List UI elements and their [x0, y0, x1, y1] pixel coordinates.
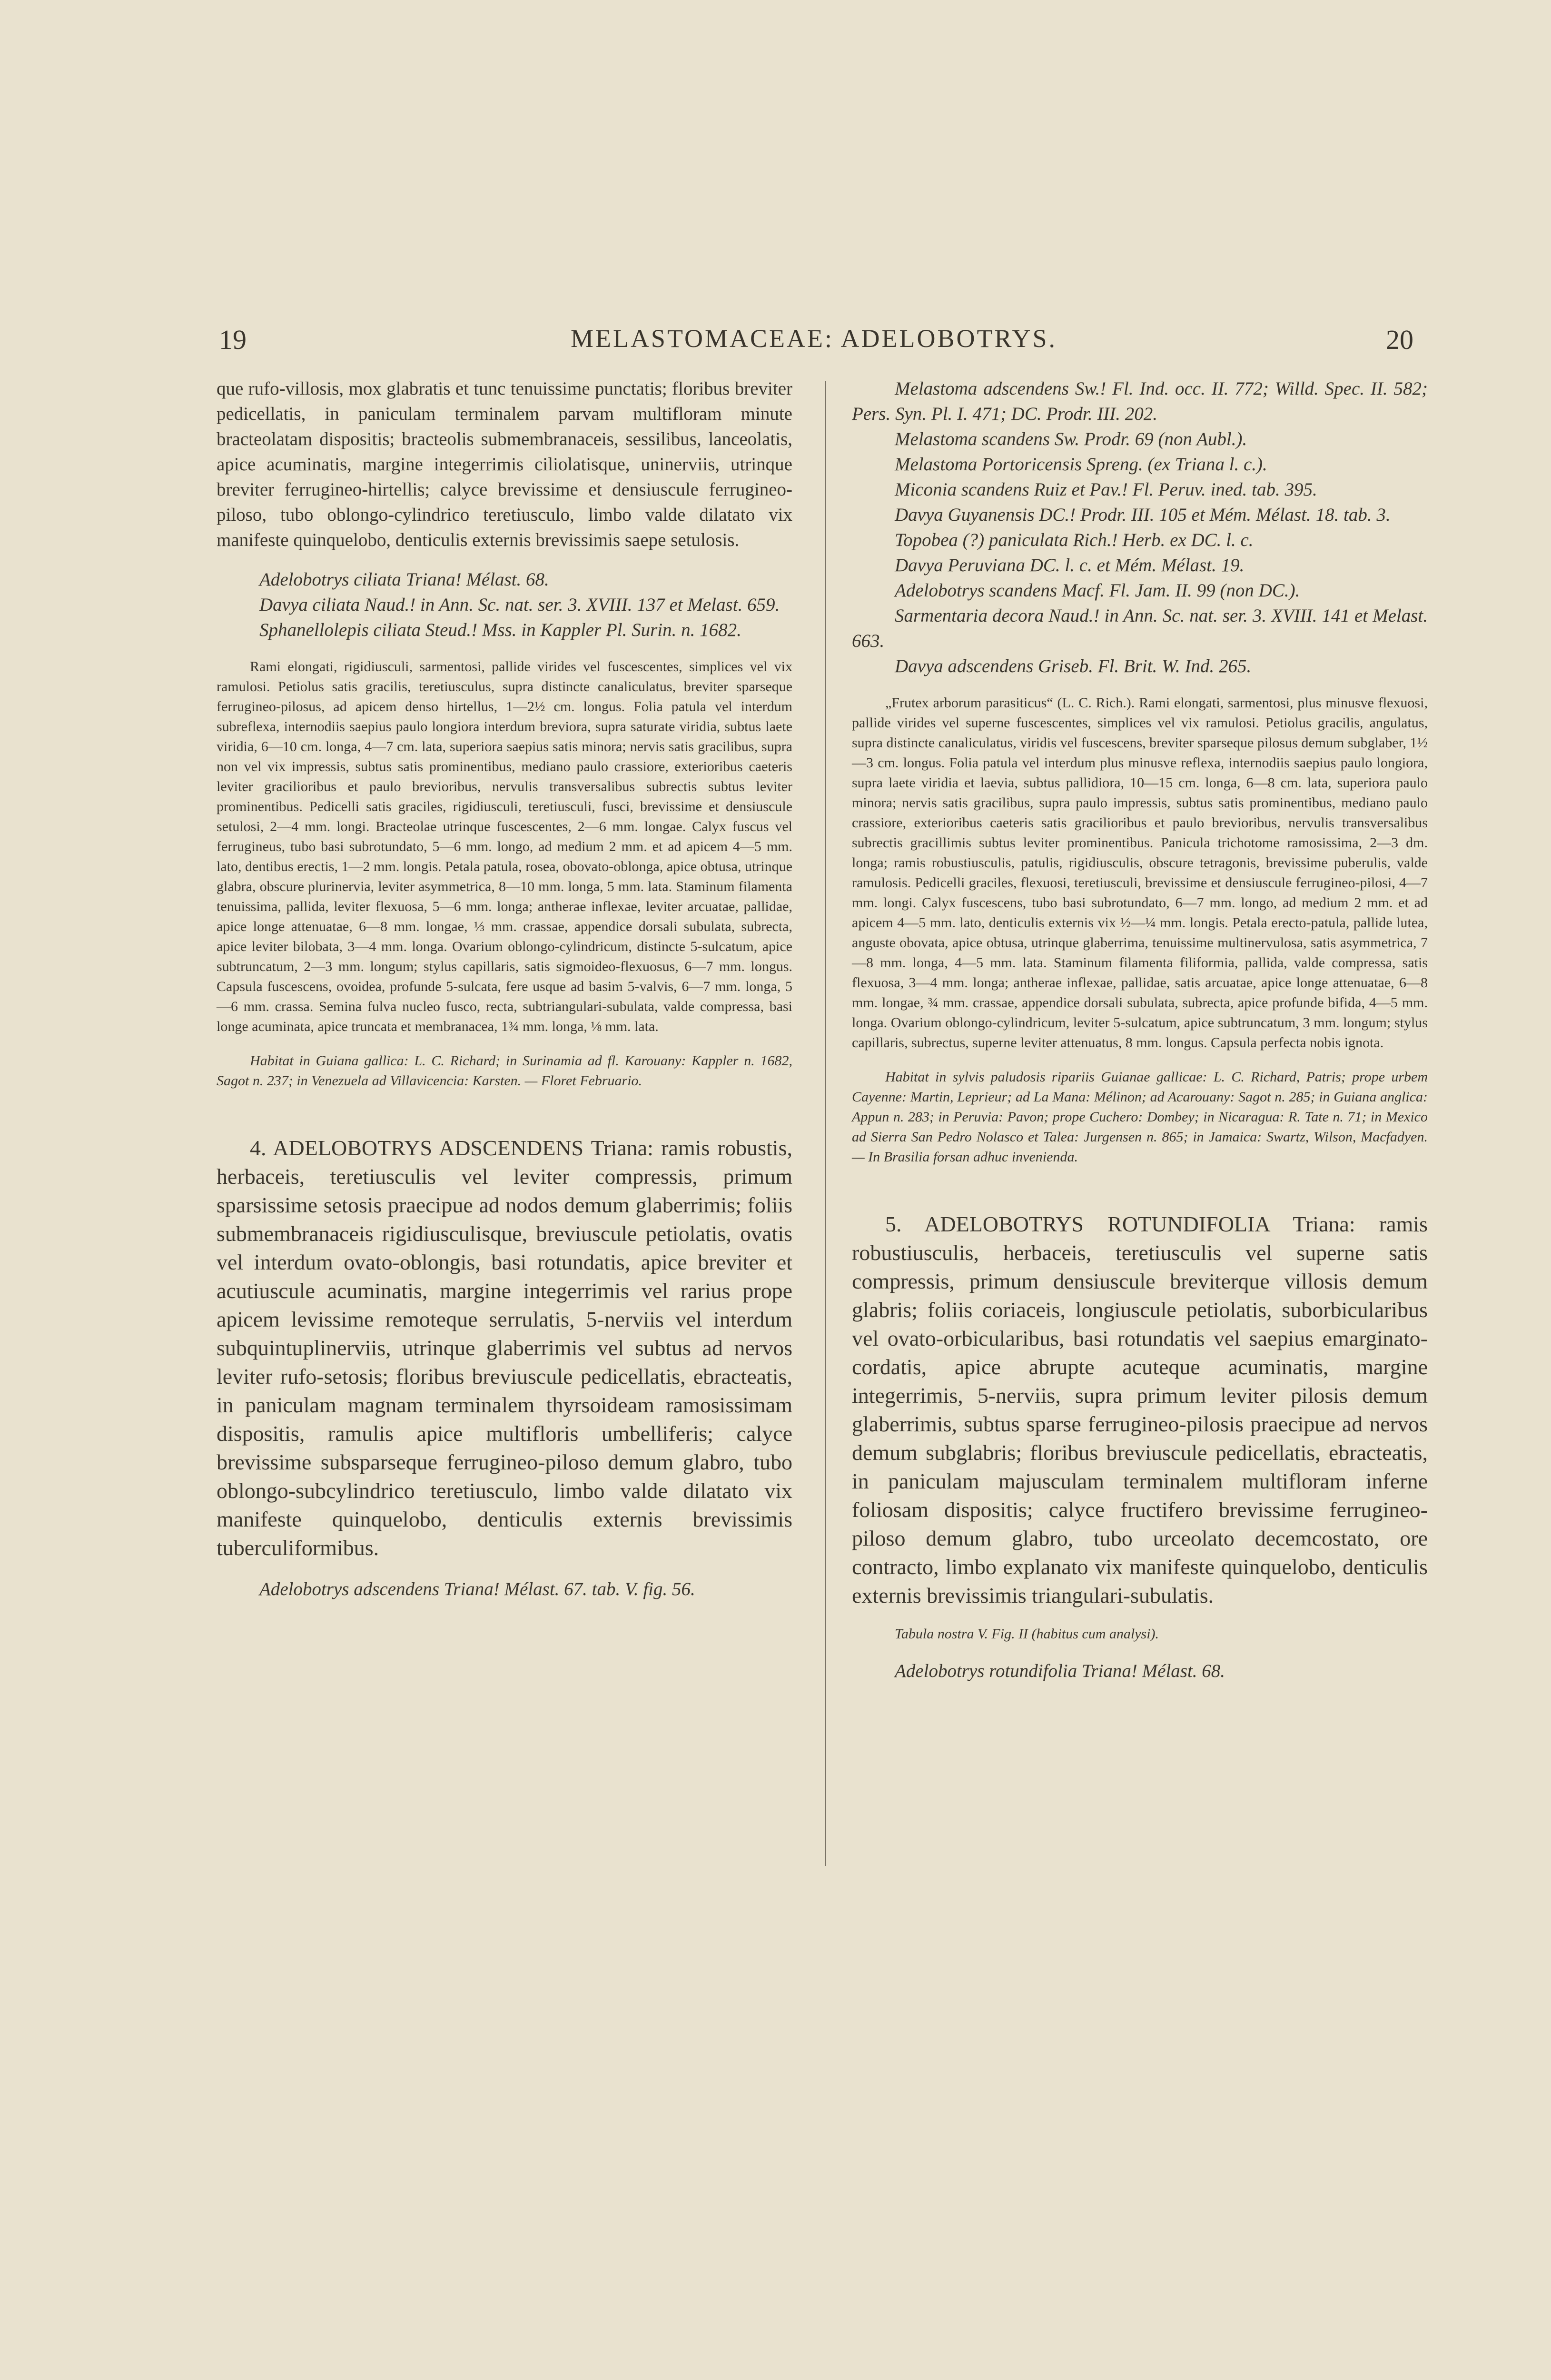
synonym: Adelobotrys ciliata Triana! Mélast. 68. [259, 569, 549, 590]
species-4-synonym: Adelobotrys adscendens Triana! Mélast. 67. tab. V. fig. 56. [259, 1579, 695, 1599]
synonym: Sarmentaria decora Naud.! in Ann. Sc. nat. ser. 3. XVIII. 141 et Melast. 663. [852, 605, 1428, 651]
synonym: Melastoma Portoricensis Spreng. (ex Triana l. c.). [895, 454, 1267, 475]
page-number-left: 19 [219, 324, 247, 355]
detailed-description: Rami elongati, rigidiusculi, sarmentosi, pallide virides vel fuscescentes, simplices vel vix ramulosi. Petiolus satis gracilis, teretiusculus, supra distincte canaliculatus, breviter sparseque ferrugineo-pilosus, ad apicem denso hirtellus, 1—2½ cm. longus. Folia patula vel interdum subreflexa, internodiis saepius paulo longiora interdum breviora, supra saturate viridia, subtus laete viridia, 6—10 cm. longa, 4—7 cm. lata, superiora saepius satis minora; nervis satis gracilibus, supra non vel vix impressis, subtus satis prominentibus, mediano paulo crassiore, exterioribus caeteris leviter gracilioribus et paulo brevioribus, nervulis transversalibus subrectis subtus leviter prominentibus. Pedicelli satis graciles, rigidiusculi, teretiusculi, fusci, brevissime et densiuscule setulosi, 2—4 mm. longi. Bracteolae utrinque fuscescentes, 2—6 mm. longae. Calyx fuscus vel ferrugineus, tubo basi subrotundato, 5—6 mm. longo, ad medium 2 mm. et ad apicem 4—5 mm. lato, dentibus erectis, 1—2 mm. longis. Petala patula, rosea, obovato-oblonga, apice obtusa, utrinque glabra, obscure plurinervia, leviter asymmetrica, 8—10 mm. longa, 5 mm. lata. Staminum filamenta tenuissima, pallida, leviter flexuosa, 5—6 mm. longa; antherae inflexae, leviter arcuatae, pallidae, apice longe attenuatae, 6—8 mm. longae, ⅓ mm. crassae, appendice dorsali subulata, subrecta, apice leviter bilobata, 3—4 mm. longa. Ovarium oblongo-cylindricum, distincte 5-sulcatum, apice subtruncatum, 2—3 mm. longum; stylus capillaris, satis sigmoideo-flexuosus, 6—7 mm. longus. Capsula fuscescens, ovoidea, profunde 5-sulcata, fere usque ad basim 5-valvis, 6—7 mm. longa, 5—6 mm. crassa. Semina fulva nucleo fusco, recta, subtriangulari-subulata, valde compressa, basi longe acuminata, apice truncata et membranacea, 1¾ mm. longa, ⅛ mm. lata. [217, 659, 792, 1034]
synonym: Davya Guyanensis DC.! Prodr. III. 105 et Mém. Mélast. 18. tab. 3. [895, 505, 1391, 525]
species-5-description: ramis robustiusculis, herbaceis, teretiusculis vel superne satis compressis, primum densiuscule breviterque villosis demum glabris; foliis coriaceis, longiuscule petiolatis, suborbicularibus vel ovato-orbicularibus, basi rotundatis vel saepius emarginato-cordatis, apice abrupte acuteque acuminatis, margine integerrimis, 5-nerviis, supra primum leviter pilosis demum glaberrimis, subtus sparse ferrugineo-pilosis praecipue ad nervos demum subglabris; floribus breviuscule pedicellatis, ebracteatis, in paniculam majusculam terminalem multifloram inferne foliosam dispositis; calyce fructifero brevissime ferrugineo-piloso demum glabro, tubo urceolato decemcostato, ore contracto, limbo explanato vix manifeste quinquelobo, denticulis externis brevissimis triangulari-subulatis. [852, 1212, 1428, 1607]
species-4-description: ramis robustis, herbaceis, teretiusculis vel leviter compressis, primum sparsissime setosis praecipue ad nodos demum glaberrimis; foliis submembranaceis rigidiusculisque, breviuscule petiolatis, ovatis vel interdum ovato-oblongis, basi rotundatis, apice breviter et acutiuscule acuminatis, margine integerrimis vel rarius prope apicem levissime remoteque serrulatis, 5-nerviis vel interdum subquintuplinerviis, utrinque glaberrimis vel subtus ad nervos leviter rufo-setosis; floribus breviuscule pedicellatis, ebracteatis, in paniculam magnam terminalem thyrsoideam ramosissimam dispositis, ramulis apice multifloris umbelliferis; calyce brevissime subsparseque ferrugineo-piloso demum glabro, tubo oblongo-subcylindrico teretiusculo, limbo valde dilatato vix manifeste quinquelobo, denticulis externis brevissimis tuberculiformibus. [217, 1136, 792, 1560]
detailed-description: „Frutex arborum parasiticus“ (L. C. Rich.). Rami elongati, sarmentosi, plus minusve flexuosi, pallide virides vel superne fuscescentes, simplices vel vix ramulosi. Petiolus gracilis, angulatus, supra distincte canaliculatus, viridis vel fuscescens, breviter sparseque pilosus demum subglaber, 1½—3 cm. longus. Folia patula vel interdum plus minusve reflexa, internodiis saepius paulo longiora, supra laete viridia et laevia, subtus pallidiora, 10—15 cm. longa, 6—8 cm. lata, superiora paulo minora; nervis satis gracilibus, supra paulo impressis, subtus satis prominentibus, mediano paulo crassiore, exterioribus caeteris satis gracilioribus et paulo brevioribus, nervulis transversalibus subrectis gracillimis subtus leviter prominentibus. Panicula trichotome ramosissima, 2—3 dm. longa; ramis robustiusculis, patulis, rigidiusculis, obscure tetragonis, brevissime puberulis, valde ramulosis. Pedicelli graciles, flexuosi, teretiusculi, brevissime et densiuscule ferrugineo-pilosi, 4—7 mm. longi. Calyx fuscescens, tubo basi subrotundato, 6—7 mm. longo, ad medium 2 mm. et ad apicem 4—5 mm. lato, denticulis externis vix ½—¼ mm. longis. Petala erecto-patula, pallide lutea, anguste obovata, apice obtusa, utrinque glaberrima, tenuissime multinervulosa, satis asymmetrica, 7—8 mm. longa, 4—5 mm. lata. Staminum filamenta filiformia, pallida, valde compressa, satis flexuosa, 3—4 mm. longa; antherae inflexae, pallidae, satis arcuatae, apice longe attenuatae, 6—8 mm. longae, ¾ mm. crassae, appendice dorsali subulata, subrecta, apice profunde bifida, 4—5 mm. longa. Ovarium oblongo-cylindricum, leviter 5-sulcatum, apice subtruncatum, 3 mm. longum; stylus capillaris, subrectus, superne leviter attenuatus, 8 mm. longus. Capsula perfecta nobis ignota. [852, 695, 1428, 1051]
running-header [214, 324, 1413, 362]
running-title: MELASTOMACEAE: ADELOBOTRYS. [570, 324, 1057, 353]
synonym: Davya Peruviana DC. l. c. et Mém. Mélast. 19. [895, 555, 1245, 575]
species-5-entry [852, 1210, 1428, 1610]
synonym: Miconia scandens Ruiz et Pav.! Fl. Peruv. ined. tab. 395. [895, 479, 1317, 500]
tabula-reference: Tabula nostra V. Fig. II (habitus cum analysi). [895, 1626, 1159, 1642]
synonym: Sphanellolepis ciliata Steud.! Mss. in Kappler Pl. Surin. n. 1682. [259, 620, 741, 640]
left-column [217, 376, 792, 1602]
species-5-synonym: Adelobotrys rotundifolia Triana! Mélast. 68. [895, 1661, 1225, 1681]
habitat: Habitat in sylvis paludosis ripariis Guianae gallicae: L. C. Richard, Patris; prope urbem Cayenne: Martin, Leprieur; ad La Mana: Mélinon; ad Acarouany: Sagot n. 285; in Guiana anglica: Appun n. 283; in Peruvia: Pavon; prope Cuchero: Dombey; in Nicaragua: R. Tate n. 71; in Mexico ad Sierra San Pedro Nolasco et Talea: Jurgensen n. 865; in Jamaica: Swartz, Wilson, Macfadyen. — In Brasilia forsan adhuc invenienda. [852, 1069, 1428, 1165]
synonym: Melastoma scandens Sw. Prodr. 69 (non Aubl.). [895, 429, 1247, 449]
synonym: Melastoma adscendens Sw.! Fl. Ind. occ. II. 772; Willd. Spec. II. 582; Pers. Syn. Pl. I. 471; DC. Prodr. III. 202. [852, 378, 1428, 424]
synonym: Adelobotrys scandens Macf. Fl. Jam. II. 99 (non DC.). [895, 580, 1300, 601]
column-divider [825, 381, 826, 1866]
habitat: Habitat in Guiana gallica: L. C. Richard; in Surinamia ad fl. Karouany: Kappler n. 1682, Sagot n. 237; in Venezuela ad Villavicencia: Karsten. — Floret Februario. [217, 1053, 792, 1089]
right-column [852, 376, 1428, 1684]
synonym: Davya adscendens Griseb. Fl. Brit. W. Ind. 265. [895, 656, 1252, 676]
species-5-title: 5. ADELOBOTRYS ROTUNDIFOLIA Triana: [885, 1212, 1355, 1236]
synonym: Davya ciliata Naud.! in Ann. Sc. nat. ser. 3. XVIII. 137 et Melast. 659. [259, 595, 780, 615]
description-continued: que rufo-villosis, mox glabratis et tunc tenuissime punctatis; floribus breviter pedicellatis, in paniculam terminalem parvam multifloram minute bracteolatam dispositis; bracteolis submembranaceis, sessilibus, lanceolatis, apice acuminatis, margine integerrimis ciliolatisque, uninerviis, utrinque breviter ferrugineo-hirtellis; calyce brevissime et densiuscule ferrugineo-piloso, tubo oblongo-cylindrico teretiusculo, limbo valde dilatato vix manifeste quinquelobo, denticulis externis brevissimis saepe setulosis. [217, 378, 792, 550]
species-4-entry [217, 1134, 792, 1562]
page-number-right: 20 [1386, 324, 1413, 355]
synonym: Topobea (?) paniculata Rich.! Herb. ex DC. l. c. [895, 530, 1254, 550]
species-4-title: 4. ADELOBOTRYS ADSCENDENS Triana: [250, 1136, 653, 1160]
